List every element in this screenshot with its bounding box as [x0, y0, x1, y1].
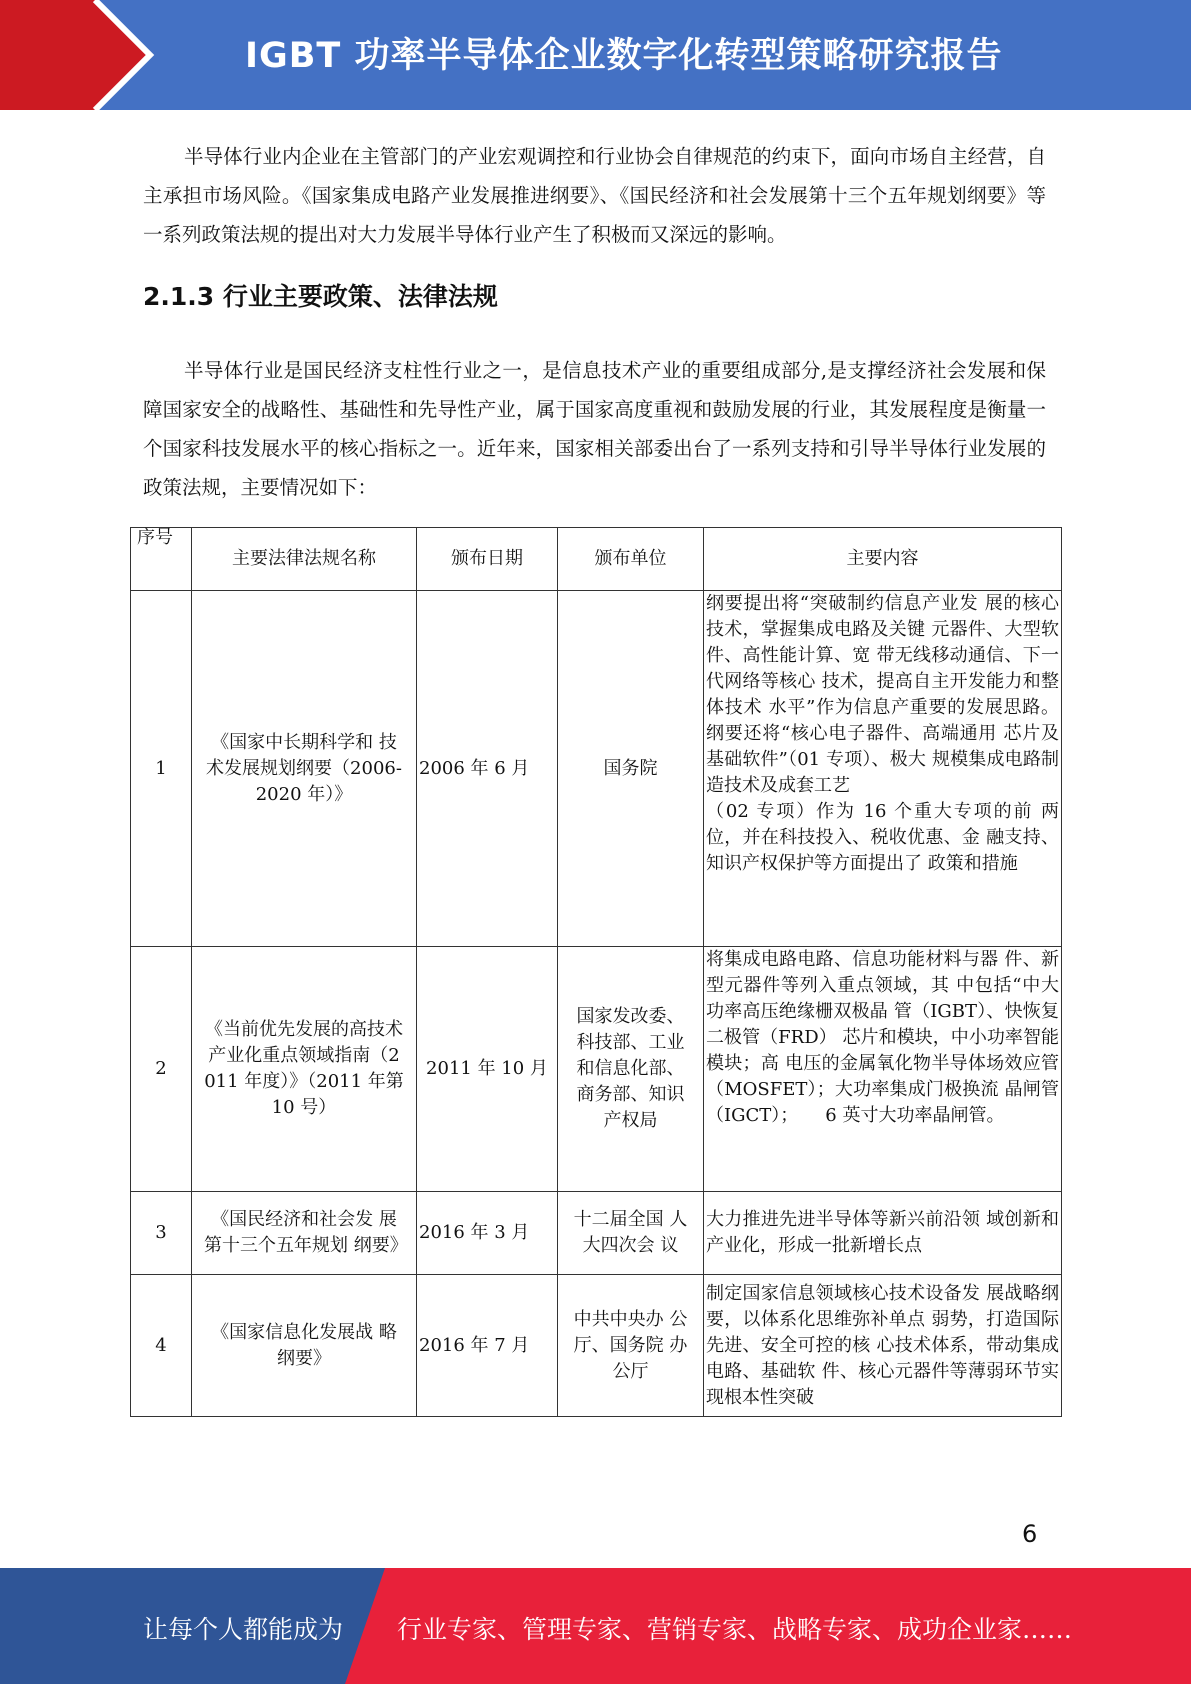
law-name: 《国家信息化发展战 略纲要》 [192, 1275, 417, 1417]
header-banner [0, 0, 1191, 110]
issue-date: 2011 年 10 月 [417, 947, 558, 1192]
issuing-body: 十二届全国 人大四次会 议 [558, 1192, 704, 1275]
header-cell-date: 颁布日期 [417, 528, 558, 591]
row-number: 4 [131, 1275, 192, 1417]
footer-banner [0, 1568, 1191, 1684]
intro-paragraph: 半导体行业内企业在主管部门的产业宏观调控和行业协会自律规范的约束下，面向市场自主经营，自主承担市场风险。《国家集成电路产业发展推进纲要》、《国民经济和社会发展第十三个五年规划纲要》等一系列政策法规的提出对大力发展半导体行业产生了积极而又深远的影响。 [143, 145, 1046, 246]
law-name: 《当前优先发展的高技术产业化重点领域指南（2011 年度）》（2011 年第 10 号） [192, 947, 417, 1192]
header-cell-name: 主要法律法规名称 [192, 528, 417, 591]
section-heading: 2.1.3 行业主要政策、法律法规 [143, 282, 498, 311]
issue-date: 2016 年 3 月 [417, 1192, 558, 1275]
footer-slogan-roles: 行业专家、管理专家、营销专家、战略专家、成功企业家…… [397, 1615, 1073, 1644]
row-number: 2 [131, 947, 192, 1192]
table-row [131, 591, 1062, 947]
policy-table [130, 527, 1062, 1417]
table-header-row [131, 528, 1062, 591]
footer-slogan-lead: 让每个人都能成为 [143, 1615, 344, 1644]
row-number: 1 [131, 591, 192, 947]
header-cell-no: 序号 [131, 528, 192, 591]
main-content: 大力推进先进半导体等新兴前沿领 域创新和产业化，形成一批新增长点 [704, 1192, 1062, 1275]
table-row [131, 1275, 1062, 1417]
header-cell-issuer: 颁布单位 [558, 528, 704, 591]
issuing-body: 国家发改委、科技部、工业和信息化部、商务部、知识产权局 [558, 947, 704, 1192]
issuing-body: 国务院 [558, 591, 704, 947]
row-number: 3 [131, 1192, 192, 1275]
table-row [131, 1192, 1062, 1275]
table-row [131, 947, 1062, 1192]
header-cell-content: 主要内容 [704, 528, 1062, 591]
law-name: 《国民经济和社会发 展第十三个五年规划 纲要》 [192, 1192, 417, 1275]
main-content-part-a: 纲要提出将“突破制约信息产业发 展的核心技术，掌握集成电路及关键 元器件、大型软件、高性能计算、宽 带无线移动通信、下一代网络等核心 技术，提高自主开发能力和整体技术 水平”作为信息产重要的发展思路。 纲要还将“核心电子器件、高端通用 芯片及基础软件”（01 专项）、极大 规模集成电路制造技术及成套工艺 [706, 593, 1059, 796]
main-content: 将集成电路电路、信息功能材料与器 件、新型元器件等列入重点领域，其 中包括“中大功率高压绝缘栅双极晶 管（IGBT）、快恢复二极管（FRD） 芯片和模块，中小功率智能模块；高 电压的金属氧化物半导体场效应管（MOSFET）；大功率集成门极换流 晶闸管（IGCT）； 6 英寸大功率晶闸管。 [704, 947, 1062, 1192]
report-title: IGBT 功率半导体企业数字化转型策略研究报告 [245, 36, 1003, 76]
main-content [704, 591, 1062, 947]
main-content-part-b: （02 专项）作为 16 个重大专项的前 两位，并在科技投入、税收优惠、金 融支持、知识产权保护等方面提出了 政策和措施 [706, 801, 1059, 874]
issuing-body: 中共中央办 公厅、国务院 办公厅 [558, 1275, 704, 1417]
page-number: 6 [1022, 1520, 1038, 1548]
main-content: 制定国家信息领域核心技术设备发 展战略纲要，以体系化思维弥补单点 弱势，打造国际先进、安全可控的核 心技术体系，带动集成电路、基础软 件、核心元器件等薄弱环节实现根本性突破 [704, 1275, 1062, 1417]
section-paragraph: 半导体行业是国民经济支柱性行业之一，是信息技术产业的重要组成部分,是支撑经济社会发展和保障国家安全的战略性、基础性和先导性产业，属于国家高度重视和鼓励发展的行业，其发展程度是衡量一个国家科技发展水平的核心指标之一。近年来，国家相关部委出台了一系列支持和引导半导体行业发展的政策法规，主要情况如下： [143, 359, 1046, 499]
issue-date: 2006 年 6 月 [417, 591, 558, 947]
law-name: 《国家中长期科学和 技术发展规划纲要（2006-2020 年）》 [192, 591, 417, 947]
issue-date: 2016 年 7 月 [417, 1275, 558, 1417]
